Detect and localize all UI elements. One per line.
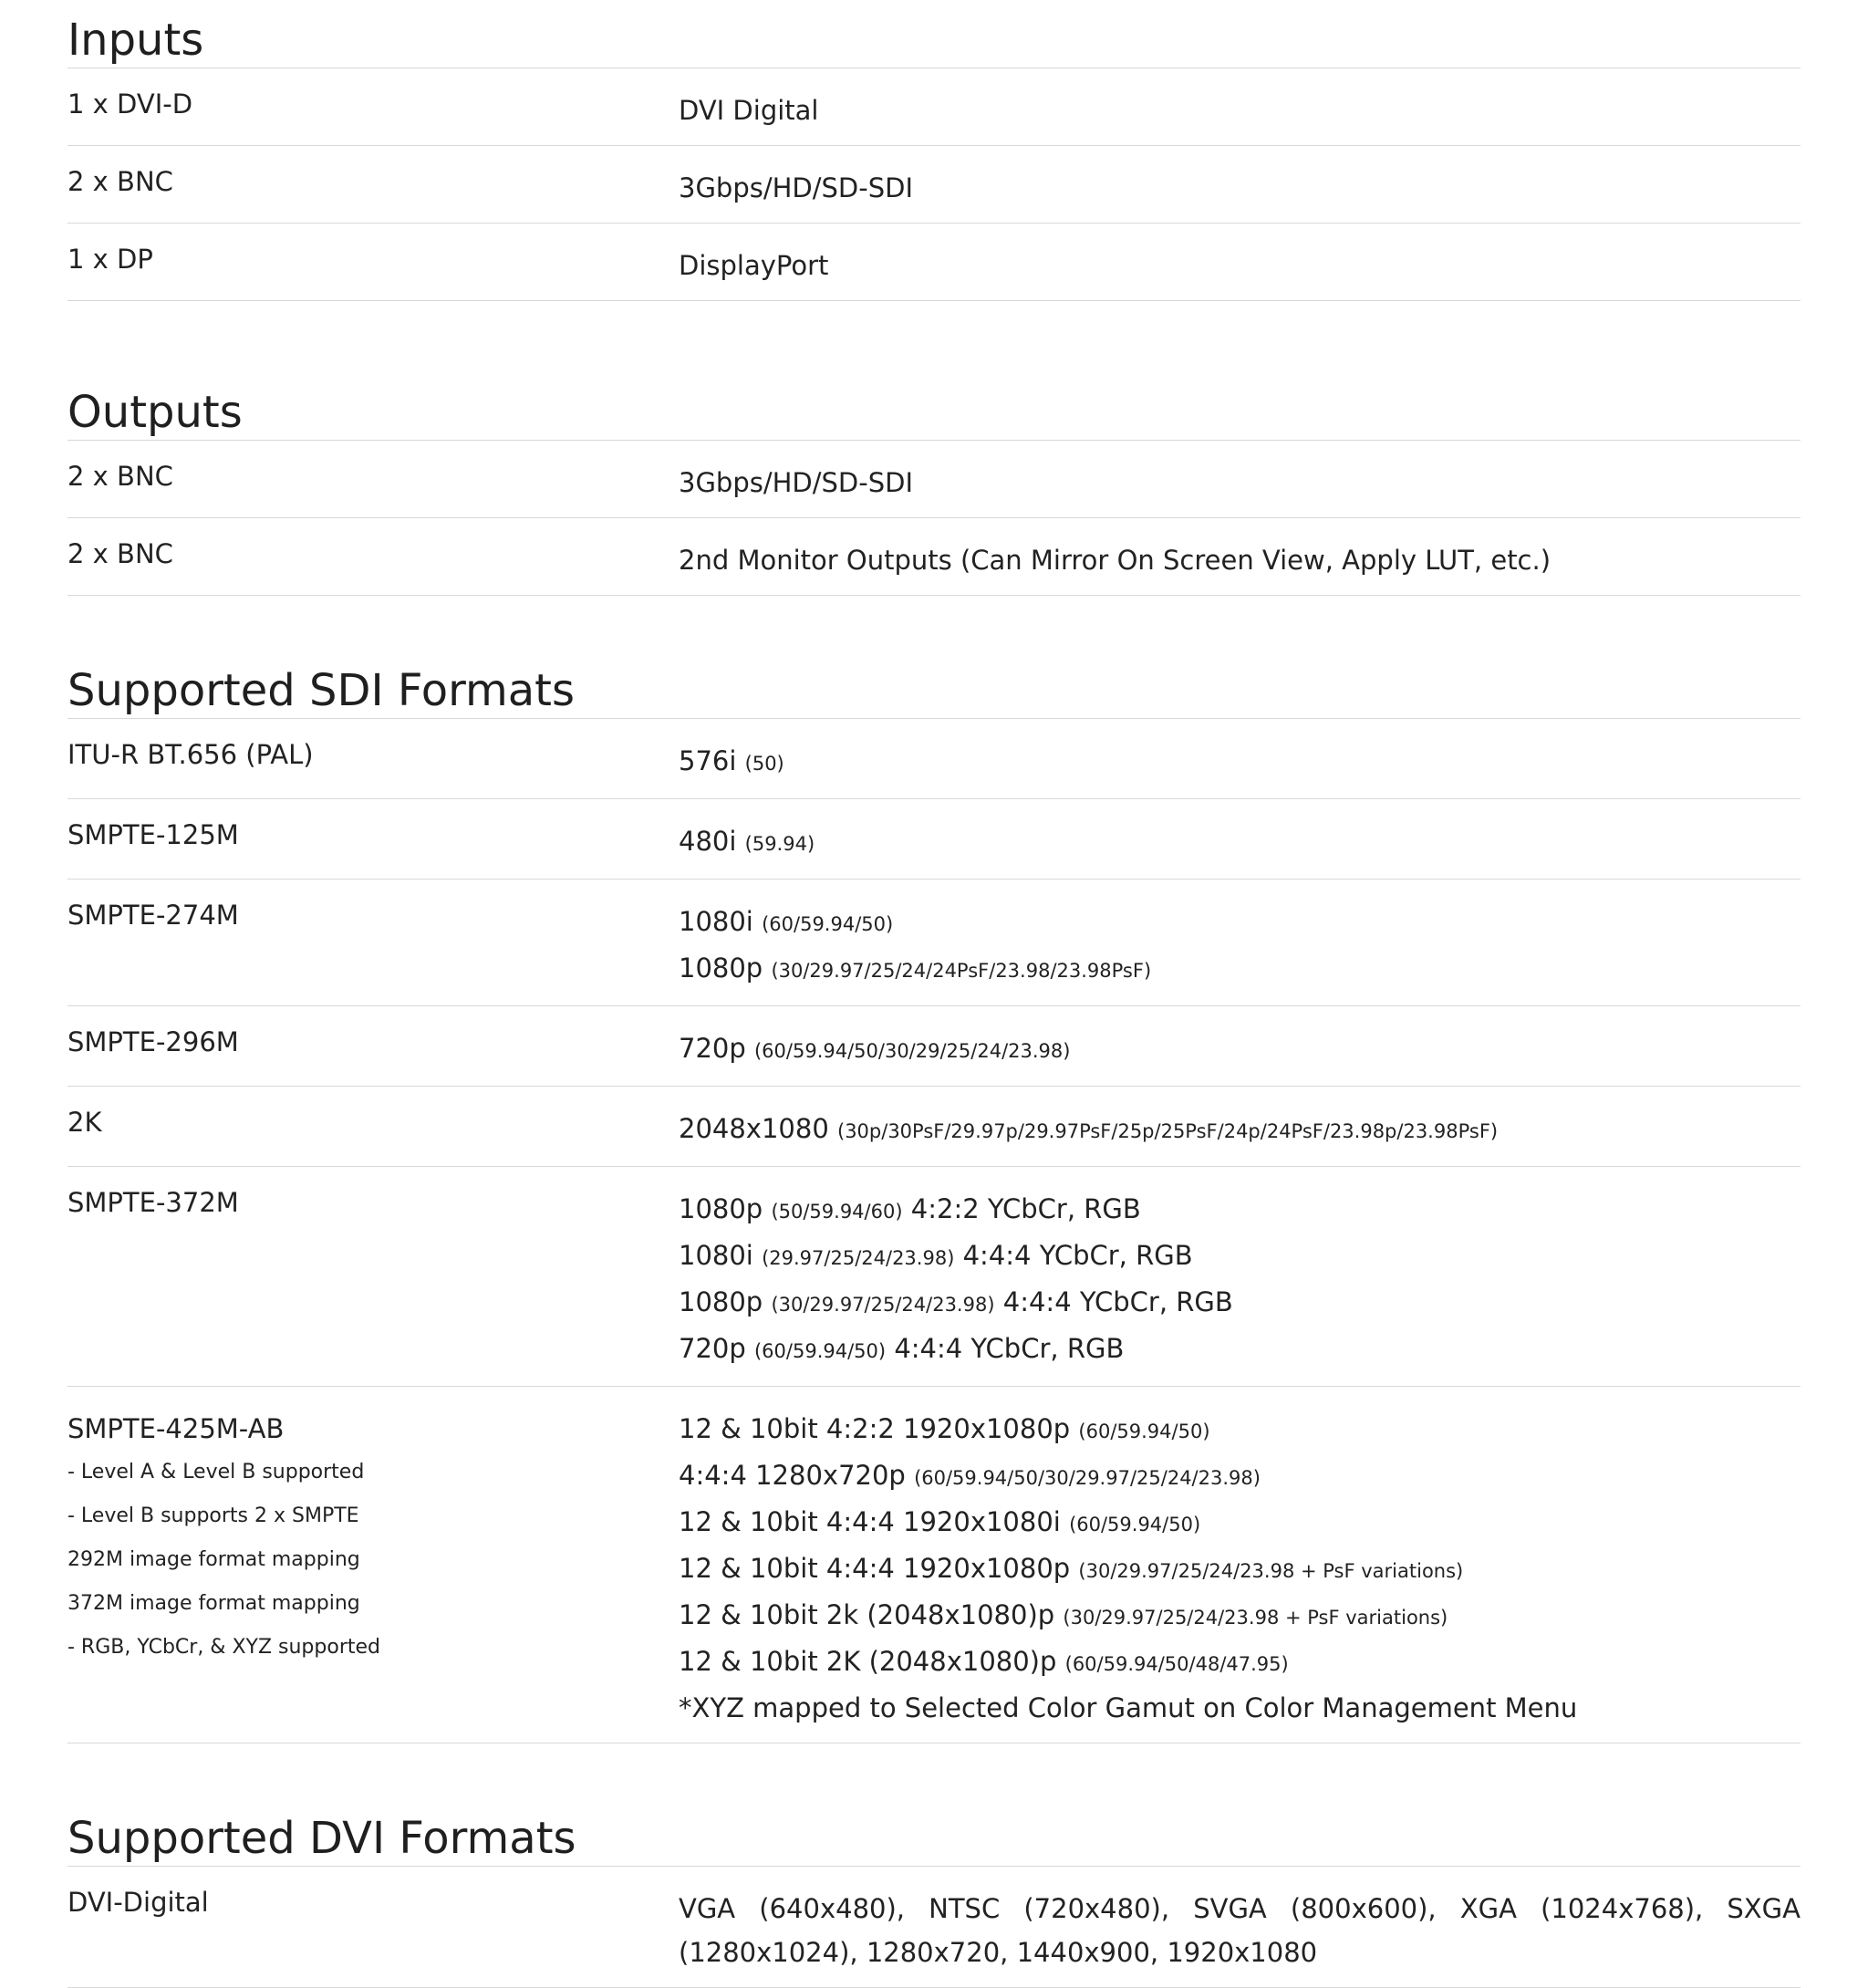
format-line bbox=[679, 946, 1801, 993]
spec-label: 2K bbox=[67, 1107, 102, 1138]
format-rates: (29.97/25/24/23.98) bbox=[762, 1247, 955, 1269]
format-line bbox=[679, 1280, 1801, 1327]
spec-value: VGA (640x480), NTSC (720x480), SVGA (800x600), XGA (1024x768), SXGA (1280x1024), 1280x720, 1440x900, 1920x1080 bbox=[679, 1893, 1801, 1968]
format-rates: (60/59.94/50) bbox=[1078, 1421, 1210, 1442]
format-sampling: 4:4:4 YCbCr, RGB bbox=[1002, 1286, 1233, 1317]
spec-value bbox=[679, 900, 1801, 993]
format-main: 720p bbox=[679, 1033, 746, 1064]
format-line bbox=[679, 1407, 1801, 1453]
format-main: 12 & 10bit 4:4:4 1920x1080p bbox=[679, 1553, 1071, 1584]
format-rates: (60/59.94/50) bbox=[753, 1340, 887, 1362]
format-rates: (60/59.94/50/48/47.95) bbox=[1064, 1653, 1289, 1675]
format-main: 480i bbox=[679, 826, 737, 857]
spec-row bbox=[67, 224, 1801, 301]
section-title: Outputs bbox=[67, 372, 1801, 441]
spec-row bbox=[67, 441, 1801, 518]
format-line bbox=[679, 1500, 1801, 1546]
spec-label: 2 x BNC bbox=[67, 538, 173, 569]
spec-label: SMPTE-372M bbox=[67, 1187, 239, 1218]
format-main: 1080i bbox=[679, 1240, 753, 1271]
format-rates: (60/59.94/50/30/29.97/25/24/23.98) bbox=[914, 1467, 1261, 1489]
spec-label: 2 x BNC bbox=[67, 461, 173, 492]
format-main: 1080p bbox=[679, 1193, 763, 1224]
section-title: Supported DVI Formats bbox=[67, 1798, 1801, 1867]
format-line bbox=[679, 1233, 1801, 1280]
spec-value bbox=[679, 739, 1801, 786]
spec-value bbox=[679, 1187, 1801, 1373]
format-line bbox=[679, 1327, 1801, 1373]
spec-value: 2nd Monitor Outputs (Can Mirror On Screen View, Apply LUT, etc.) bbox=[679, 545, 1551, 576]
spec-value: 3Gbps/HD/SD-SDI bbox=[679, 172, 914, 203]
format-rates: (50/59.94/60) bbox=[771, 1201, 903, 1223]
format-main: 12 & 10bit 2K (2048x1080)p bbox=[679, 1646, 1057, 1677]
format-sampling: 4:2:2 YCbCr, RGB bbox=[910, 1193, 1141, 1224]
format-line bbox=[679, 900, 1801, 946]
section-dvi-formats bbox=[67, 1798, 1801, 1988]
spec-value: 3Gbps/HD/SD-SDI bbox=[679, 467, 914, 498]
spec-row bbox=[67, 68, 1801, 146]
spec-label-main: SMPTE-425M-AB bbox=[67, 1413, 285, 1444]
format-main: 12 & 10bit 4:2:2 1920x1080p bbox=[679, 1413, 1071, 1444]
section-spacer bbox=[67, 301, 1801, 372]
section-inputs bbox=[67, 0, 1801, 301]
spec-note: 372M image format mapping bbox=[67, 1592, 360, 1615]
spec-value bbox=[679, 1407, 1801, 1730]
format-line bbox=[679, 1639, 1801, 1686]
format-main: 576i bbox=[679, 745, 737, 776]
spec-row bbox=[67, 880, 1801, 1006]
format-rates: (30/29.97/25/24/23.98) bbox=[771, 1294, 995, 1316]
section-title: Supported SDI Formats bbox=[67, 651, 1801, 719]
format-rates: (30/29.97/25/24/24PsF/23.98/23.98PsF) bbox=[771, 960, 1152, 982]
format-line bbox=[679, 819, 1801, 866]
spec-label: SMPTE-274M bbox=[67, 900, 239, 931]
format-line bbox=[679, 1107, 1801, 1153]
format-rates: (59.94) bbox=[744, 833, 815, 855]
format-rates: (30/29.97/25/24/23.98 + PsF variations) bbox=[1078, 1560, 1464, 1582]
spec-note: 292M image format mapping bbox=[67, 1548, 360, 1571]
format-rates: (60/59.94/50) bbox=[762, 913, 894, 935]
format-rates: (30p/30PsF/29.97p/29.97PsF/25p/25PsF/24p/24PsF/23.98p/23.98PsF) bbox=[837, 1120, 1499, 1142]
section-spacer bbox=[67, 1743, 1801, 1798]
format-main: 2048x1080 bbox=[679, 1113, 829, 1144]
spec-label: SMPTE-125M bbox=[67, 819, 239, 850]
section-spacer bbox=[67, 596, 1801, 651]
spec-value bbox=[679, 1107, 1801, 1153]
format-main: 12 & 10bit 2k (2048x1080)p bbox=[679, 1599, 1055, 1630]
format-main: 4:4:4 1280x720p bbox=[679, 1460, 906, 1491]
spec-row bbox=[67, 1387, 1801, 1743]
section-sdi-formats bbox=[67, 651, 1801, 1743]
format-sampling: 4:4:4 YCbCr, RGB bbox=[894, 1333, 1125, 1364]
spec-row bbox=[67, 719, 1801, 799]
format-main: 1080p bbox=[679, 952, 763, 984]
spec-value bbox=[679, 819, 1801, 866]
section-title: Inputs bbox=[67, 0, 1801, 68]
spec-value bbox=[679, 1026, 1801, 1073]
format-rates: (60/59.94/50/30/29/25/24/23.98) bbox=[753, 1040, 1071, 1062]
spec-row bbox=[67, 799, 1801, 880]
format-main: 1080p bbox=[679, 1286, 763, 1317]
spec-value: DisplayPort bbox=[679, 250, 829, 281]
spec-label: ITU-R BT.656 (PAL) bbox=[67, 739, 314, 770]
spec-label: 1 x DP bbox=[67, 244, 153, 275]
spec-note: - RGB, YCbCr, & XYZ supported bbox=[67, 1636, 380, 1659]
format-line bbox=[679, 1026, 1801, 1073]
spec-note: - Level B supports 2 x SMPTE bbox=[67, 1504, 359, 1527]
format-line bbox=[679, 1546, 1801, 1593]
format-main: 720p bbox=[679, 1333, 746, 1364]
spec-label: DVI-Digital bbox=[67, 1887, 209, 1918]
format-line bbox=[679, 1593, 1801, 1639]
spec-row bbox=[67, 146, 1801, 224]
spec-row bbox=[67, 1087, 1801, 1167]
spec-value: DVI Digital bbox=[679, 95, 819, 126]
format-rates: (30/29.97/25/24/23.98 + PsF variations) bbox=[1063, 1607, 1448, 1629]
spec-label: 1 x DVI-D bbox=[67, 88, 193, 120]
spec-label: 2 x BNC bbox=[67, 166, 173, 197]
spec-label: SMPTE-296M bbox=[67, 1026, 239, 1057]
format-line bbox=[679, 1453, 1801, 1500]
format-main: 12 & 10bit 4:4:4 1920x1080i bbox=[679, 1506, 1061, 1537]
format-rates: (60/59.94/50) bbox=[1069, 1514, 1201, 1535]
spec-note: - Level A & Level B supported bbox=[67, 1461, 365, 1483]
spec-row bbox=[67, 1867, 1801, 1988]
spec-row bbox=[67, 518, 1801, 596]
format-line bbox=[679, 1187, 1801, 1233]
format-rates: (50) bbox=[744, 753, 784, 775]
format-line bbox=[679, 739, 1801, 786]
spec-row bbox=[67, 1167, 1801, 1387]
format-sampling: 4:4:4 YCbCr, RGB bbox=[962, 1240, 1193, 1271]
spec-label bbox=[67, 1407, 679, 1730]
format-main: 1080i bbox=[679, 906, 753, 937]
section-outputs bbox=[67, 372, 1801, 596]
format-footnote: *XYZ mapped to Selected Color Gamut on Color Management Menu bbox=[679, 1692, 1578, 1723]
spec-row bbox=[67, 1006, 1801, 1087]
